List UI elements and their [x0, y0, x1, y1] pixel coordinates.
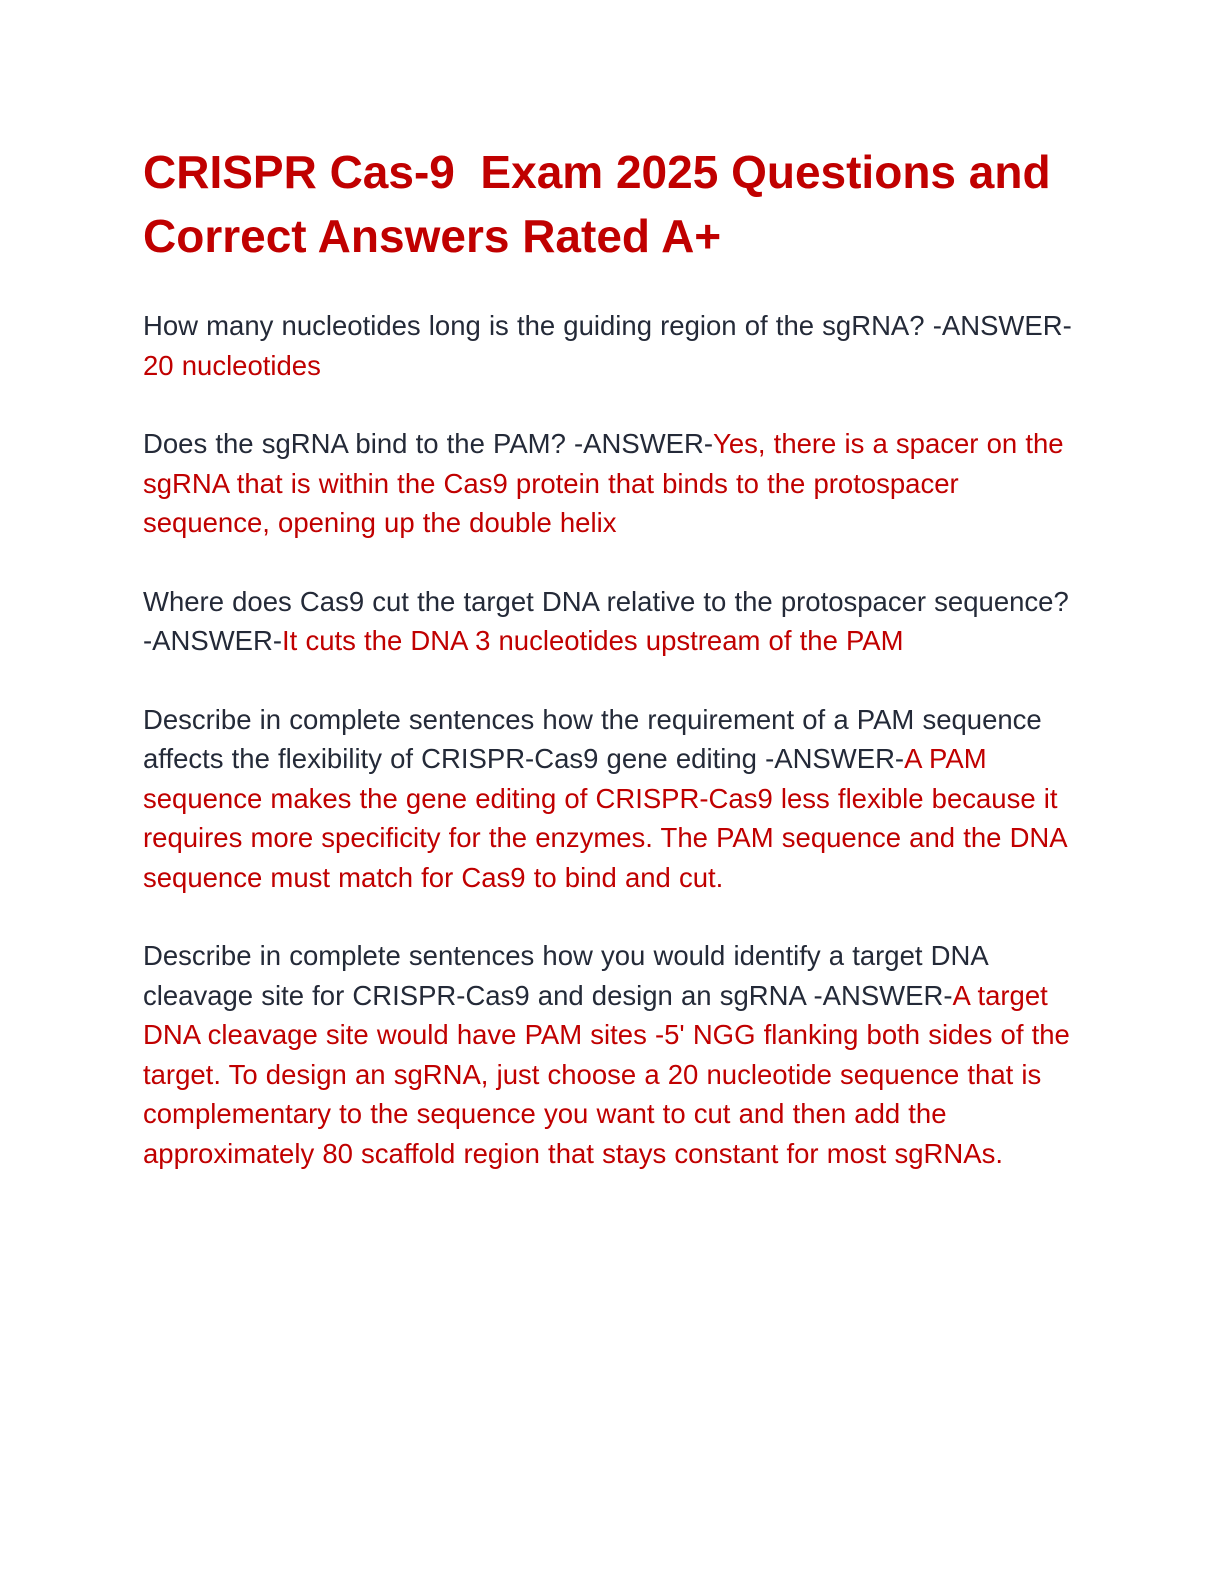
qa-item-4 [143, 700, 1083, 898]
qa-item-1 [143, 306, 1083, 385]
answer-text: A target DNA cleavage site would have PAM sites -5' NGG flanking both sides of the target. To design an sgRNA, just choose a 20 nucleotide sequence that is complementary to the sequence you want to cut and then add the approximately 80 scaffold region that stays constant for most sgRNAs. [143, 979, 1070, 1169]
answer-text: It cuts the DNA 3 nucleotides upstream of the PAM [282, 625, 904, 656]
document-page [143, 140, 1083, 1212]
qa-item-3 [143, 582, 1083, 661]
qa-list [143, 306, 1083, 1173]
question-text: Does the sgRNA bind to the PAM? [143, 428, 574, 459]
qa-item-5 [143, 936, 1083, 1173]
question-text: Describe in complete sentences how you would identify a target DNA cleavage site for CRISPR-Cas9 and design an sgRNA [143, 940, 988, 1011]
answer-text: A PAM sequence makes the gene editing of CRISPR-Cas9 less flexible because it requires more specificity for the enzymes. The PAM sequence and the DNA sequence must match for Cas9 to bind and cut. [143, 743, 1067, 893]
answer-separator: -ANSWER- [143, 625, 283, 656]
question-text: How many nucleotides long is the guiding region of the sgRNA? [143, 310, 933, 341]
answer-separator: -ANSWER- [765, 743, 905, 774]
page-title: CRISPR Cas-9 Exam 2025 Questions and Correct Answers Rated A+ [143, 146, 1064, 262]
answer-separator: -ANSWER- [932, 310, 1072, 341]
answer-separator: -ANSWER- [574, 428, 714, 459]
answer-text: Yes, there is a spacer on the sgRNA that is within the Cas9 protein that binds to the protospacer sequence, opening up the double helix [143, 428, 1064, 538]
answer-text: 20 nucleotides [143, 349, 321, 381]
answer-separator: -ANSWER- [813, 979, 953, 1011]
question-text: Describe in complete sentences how the requirement of a PAM sequence affects the flexibility of CRISPR-Cas9 gene editing [143, 703, 1042, 774]
question-text: Where does Cas9 cut the target DNA relative to the protospacer sequence? [143, 585, 1069, 617]
qa-item-2 [143, 424, 1083, 543]
